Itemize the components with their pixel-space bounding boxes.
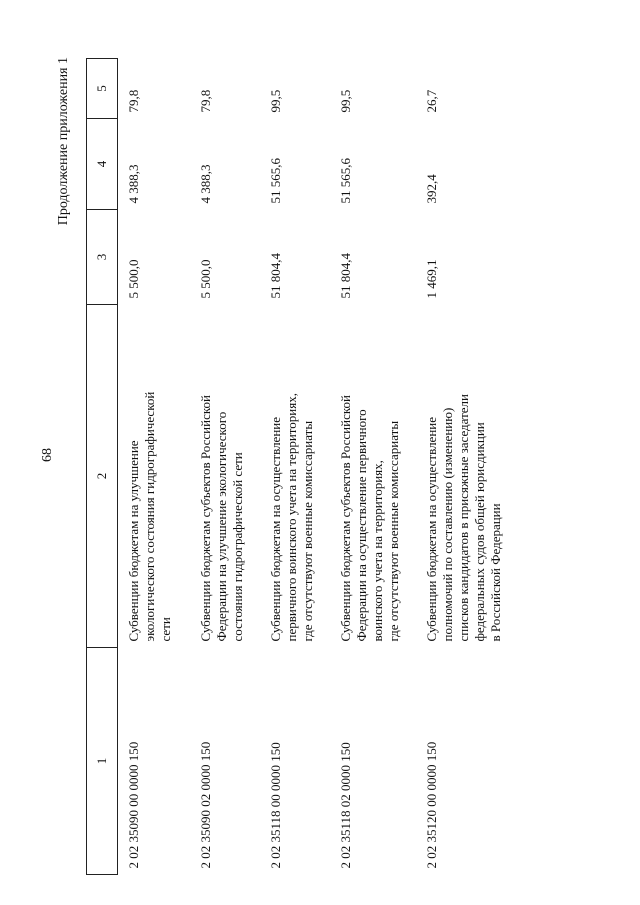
description-line: Субвенции бюджетам на осуществление [424,416,439,642]
row-value-col5: 99,5 [268,89,283,113]
description-line: воинского учета на территориях, [370,460,385,642]
header-col-5: 5 [87,59,118,119]
row-value-col5: 79,8 [126,89,141,113]
table-row [260,59,330,875]
description-line: Федерации на улучшение экологического [214,411,229,642]
row-value-col4: 4 388,3 [198,164,213,204]
description-line: состояния гидрографической сети [230,452,245,642]
table-row [190,59,260,875]
row-value-col5: 99,5 [338,89,353,113]
header-col-2: 2 [87,305,118,648]
row-value-col5: 79,8 [198,89,213,113]
header-row [87,59,118,875]
description-line: федеральных судов общей юрисдикции [472,422,487,642]
page-number: 68 [40,448,55,462]
description-line: списков кандидатов в присяжные заседатели [456,394,471,642]
row-description [416,305,522,648]
row-value-col3: 5 500,0 [198,259,213,299]
description-line: Субвенции бюджетам на улучшение [126,440,141,642]
description-line: в Российской Федерации [488,503,503,642]
description-line: полномочий по составлению (изменению) [440,407,455,642]
table-row [330,59,416,875]
table-row [416,59,522,875]
row-value-col3: 51 804,4 [338,253,353,299]
continuation-title: Продолжение приложения 1 [56,57,71,226]
description-line: Субвенции бюджетам субъектов Российской [198,395,213,642]
row-value-col4: 51 565,6 [338,158,353,204]
description-line: сети [158,617,173,642]
description-line: экологического состояния гидрографической [142,391,157,642]
row-value-col3: 51 804,4 [268,253,283,299]
appendix-table [86,58,522,875]
row-value-col4: 51 565,6 [268,158,283,204]
row-value-col4: 4 388,3 [126,164,141,204]
header-col-3: 3 [87,210,118,305]
row-value-col5: 26,7 [424,89,439,113]
row-code: 2 02 35090 00 0000 150 [126,741,141,869]
row-description [260,305,330,648]
row-value-col4: 392,4 [424,174,439,204]
row-description [190,305,260,648]
row-value-col3: 5 500,0 [126,259,141,299]
row-description [330,305,416,648]
row-code: 2 02 35118 02 0000 150 [338,742,353,869]
row-description [118,305,191,648]
description-line: Субвенции бюджетам субъектов Российской [338,395,353,642]
header-col-4: 4 [87,119,118,210]
row-code: 2 02 35090 02 0000 150 [198,741,213,869]
description-line: Федерации на осуществление первичного [354,409,369,642]
row-code: 2 02 35118 00 0000 150 [268,742,283,869]
description-line: первичного воинского учета на территориях, [284,393,299,642]
description-line: Субвенции бюджетам на осуществление [268,416,283,642]
description-line: где отсутствуют военные комиссариаты [300,420,315,642]
header-col-1: 1 [87,648,118,875]
row-code: 2 02 35120 00 0000 150 [424,741,439,869]
description-line: где отсутствуют военные комиссариаты [386,420,401,642]
table-row [118,59,191,875]
row-value-col3: 1 469,1 [424,259,439,299]
